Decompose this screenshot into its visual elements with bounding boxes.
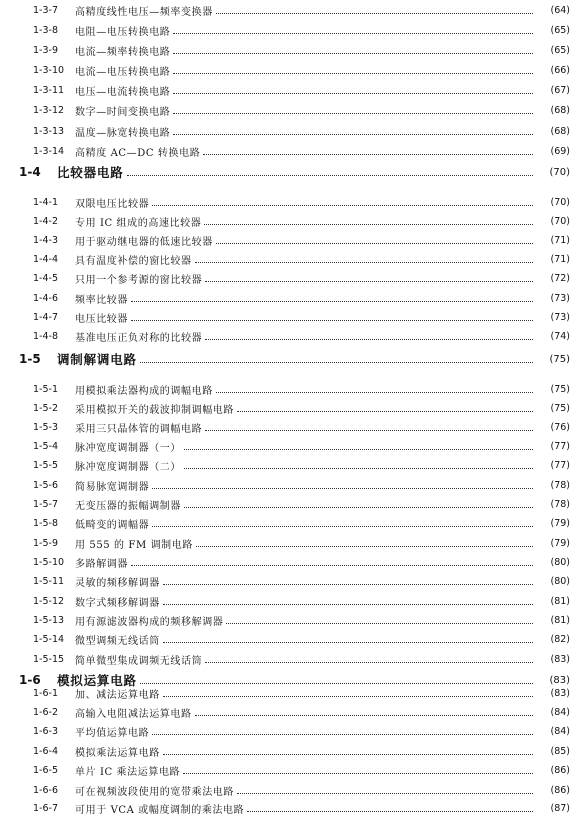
entry-number: 1-4-6 xyxy=(33,292,58,304)
page-number: (78) xyxy=(550,479,570,491)
toc-entry xyxy=(0,1,576,19)
entry-number: 1-4-2 xyxy=(33,215,58,227)
entry-title: 只用一个参考源的窗比较器 xyxy=(75,274,203,286)
toc-entry xyxy=(0,553,576,571)
dot-leader xyxy=(131,564,533,566)
page-number: (77) xyxy=(550,440,570,452)
page-number: (73) xyxy=(550,292,570,304)
page-number: (81) xyxy=(550,614,570,626)
page-number: (86) xyxy=(550,764,570,776)
entry-title: 微型调频无线话筒 xyxy=(75,635,160,647)
toc-entry xyxy=(0,399,576,417)
page-number: (79) xyxy=(550,537,570,549)
page-number: (76) xyxy=(550,421,570,433)
toc-entry xyxy=(0,142,576,160)
page-number: (86) xyxy=(550,784,570,796)
entry-title: 采用模拟开关的载波抑制调幅电路 xyxy=(75,404,234,416)
dot-leader xyxy=(152,733,533,735)
dot-leader xyxy=(203,153,533,155)
dot-leader xyxy=(163,641,533,643)
page-number: (78) xyxy=(550,498,570,510)
toc-entry xyxy=(0,781,576,799)
entry-title: 无变压器的振幅调制器 xyxy=(75,500,181,512)
page-number: (68) xyxy=(550,104,570,116)
dot-leader xyxy=(173,32,533,34)
dot-leader xyxy=(184,448,533,450)
entry-title: 低畸变的调幅器 xyxy=(75,519,150,531)
toc-entry xyxy=(0,122,576,140)
entry-number: 1-5-2 xyxy=(33,402,58,414)
entry-number: 1-4-5 xyxy=(33,272,58,284)
toc-section-heading xyxy=(0,161,576,183)
page-number: (75) xyxy=(549,353,570,365)
entry-title: 电压—电流转换电路 xyxy=(75,86,171,98)
toc-entry xyxy=(0,799,576,817)
page-number: (83) xyxy=(550,687,570,699)
entry-number: 1-5-4 xyxy=(33,440,58,452)
toc-entry xyxy=(0,476,576,494)
entry-number: 1-6-2 xyxy=(33,706,58,718)
entry-title: 数字—时间变换电路 xyxy=(75,106,171,118)
page-number: (84) xyxy=(550,725,570,737)
page-number: (85) xyxy=(550,745,570,757)
entry-number: 1-3-8 xyxy=(33,24,58,36)
toc-entry xyxy=(0,308,576,326)
dot-leader xyxy=(163,583,533,585)
entry-number: 1-4-3 xyxy=(33,234,58,246)
entry-title: 用于驱动继电器的低速比较器 xyxy=(75,236,213,248)
toc-entry xyxy=(0,572,576,590)
entry-title: 数字式频移解调器 xyxy=(75,597,160,609)
page-number: (83) xyxy=(549,674,570,686)
dot-leader xyxy=(204,223,533,225)
entry-title: 频率比较器 xyxy=(75,294,128,306)
entry-title: 采用三只晶体管的调幅电路 xyxy=(75,423,203,435)
dot-leader xyxy=(173,112,533,114)
page-number: (67) xyxy=(550,84,570,96)
toc-entry xyxy=(0,592,576,610)
dot-leader xyxy=(184,467,533,469)
toc-entry xyxy=(0,684,576,702)
dot-leader xyxy=(216,12,533,14)
entry-title: 模拟运算电路 xyxy=(57,673,137,688)
entry-number: 1-3-12 xyxy=(33,104,65,116)
dot-leader xyxy=(163,753,533,755)
entry-number: 1-5-13 xyxy=(33,614,65,626)
page-number: (79) xyxy=(550,517,570,529)
entry-number: 1-4-8 xyxy=(33,330,58,342)
toc-entry xyxy=(0,456,576,474)
entry-title: 电压比较器 xyxy=(75,313,128,325)
entry-title: 专用 IC 组成的高速比较器 xyxy=(75,217,202,229)
entry-title: 多路解调器 xyxy=(75,558,128,570)
dot-leader xyxy=(205,280,533,282)
entry-number: 1-5-14 xyxy=(33,633,65,645)
toc-entry xyxy=(0,650,576,668)
entry-number: 1-3-11 xyxy=(33,84,65,96)
entry-title: 简单微型集成调频无线话筒 xyxy=(75,655,203,667)
entry-number: 1-6-7 xyxy=(33,802,58,814)
toc-entry xyxy=(0,250,576,268)
page-number: (70) xyxy=(550,196,570,208)
entry-number: 1-6-1 xyxy=(33,687,58,699)
page-number: (73) xyxy=(550,311,570,323)
entry-title: 用模拟乘法器构成的调幅电路 xyxy=(75,385,213,397)
entry-number: 1-4-4 xyxy=(33,253,58,265)
toc-entry xyxy=(0,327,576,345)
entry-number: 1-5-1 xyxy=(33,383,58,395)
dot-leader xyxy=(131,300,533,302)
dot-leader xyxy=(173,92,533,94)
entry-title: 电流—电压转换电路 xyxy=(75,66,171,78)
dot-leader xyxy=(205,429,533,431)
entry-title: 单片 IC 乘法运算电路 xyxy=(75,766,181,778)
dot-leader xyxy=(237,410,533,412)
dot-leader xyxy=(152,525,533,527)
dot-leader xyxy=(173,52,533,54)
entry-title: 调制解调电路 xyxy=(57,352,137,367)
entry-number: 1-5-6 xyxy=(33,479,58,491)
entry-title: 模拟乘法运算电路 xyxy=(75,747,160,759)
dot-leader xyxy=(173,72,533,74)
dot-leader xyxy=(173,133,533,135)
entry-number: 1-6-4 xyxy=(33,745,58,757)
page-number: (80) xyxy=(550,575,570,587)
dot-leader xyxy=(163,603,533,605)
toc-entry xyxy=(0,212,576,230)
toc-entry xyxy=(0,269,576,287)
entry-number: 1-5-5 xyxy=(33,459,58,471)
entry-number: 1-5 xyxy=(19,352,41,366)
dot-leader xyxy=(196,545,533,547)
page-number: (81) xyxy=(550,595,570,607)
entry-title: 加、减法运算电路 xyxy=(75,689,160,701)
dot-leader xyxy=(183,772,533,774)
toc-entry xyxy=(0,761,576,779)
dot-leader xyxy=(216,242,533,244)
dot-leader xyxy=(152,204,533,206)
page-number: (75) xyxy=(550,383,570,395)
entry-title: 电阻—电压转换电路 xyxy=(75,26,171,38)
dot-leader xyxy=(195,261,533,263)
toc-entry xyxy=(0,437,576,455)
dot-leader xyxy=(247,810,533,812)
entry-title: 简易脉宽调制器 xyxy=(75,481,150,493)
page-number: (82) xyxy=(550,633,570,645)
dot-leader xyxy=(237,792,533,794)
entry-number: 1-6-6 xyxy=(33,784,58,796)
entry-number: 1-6-3 xyxy=(33,725,58,737)
entry-title: 比较器电路 xyxy=(57,165,124,180)
entry-number: 1-4 xyxy=(19,165,41,179)
entry-title: 双限电压比较器 xyxy=(75,198,150,210)
entry-title: 可在视频波段使用的宽带乘法电路 xyxy=(75,786,234,798)
dot-leader xyxy=(226,622,533,624)
page-number: (71) xyxy=(550,253,570,265)
dot-leader xyxy=(205,661,533,663)
page-number: (72) xyxy=(550,272,570,284)
page-number: (65) xyxy=(550,44,570,56)
entry-title: 脉冲宽度调制器（一） xyxy=(75,442,181,454)
toc-section-heading xyxy=(0,348,576,370)
entry-number: 1-5-7 xyxy=(33,498,58,510)
entry-title: 温度—脉宽转换电路 xyxy=(75,127,171,139)
entry-title: 高输入电阻减法运算电路 xyxy=(75,708,192,720)
toc-entry xyxy=(0,534,576,552)
toc-entry xyxy=(0,742,576,760)
entry-title: 高精度线性电压—频率变换器 xyxy=(75,6,213,18)
page-number: (84) xyxy=(550,706,570,718)
page-number: (66) xyxy=(550,64,570,76)
page-number: (71) xyxy=(550,234,570,246)
toc-entry xyxy=(0,722,576,740)
page-number: (69) xyxy=(550,145,570,157)
toc-entry xyxy=(0,193,576,211)
page-number: (83) xyxy=(550,653,570,665)
entry-number: 1-5-3 xyxy=(33,421,58,433)
page-number: (70) xyxy=(549,166,570,178)
toc-entry xyxy=(0,61,576,79)
dot-leader xyxy=(131,319,533,321)
page-number: (68) xyxy=(550,125,570,137)
entry-number: 1-3-9 xyxy=(33,44,58,56)
toc-entry xyxy=(0,495,576,513)
toc-entry xyxy=(0,41,576,59)
dot-leader xyxy=(152,487,533,489)
entry-title: 用有源滤波器构成的频移解调器 xyxy=(75,616,224,628)
toc-entry xyxy=(0,289,576,307)
entry-number: 1-6 xyxy=(19,673,41,687)
dot-leader xyxy=(195,714,533,716)
page-number: (70) xyxy=(550,215,570,227)
toc-entry xyxy=(0,703,576,721)
toc-entry xyxy=(0,101,576,119)
dot-leader xyxy=(140,361,533,363)
dot-leader xyxy=(205,338,533,340)
entry-number: 1-5-12 xyxy=(33,595,65,607)
page-number: (80) xyxy=(550,556,570,568)
entry-number: 1-5-8 xyxy=(33,517,58,529)
page-number: (87) xyxy=(550,802,570,814)
entry-title: 用 555 的 FM 调制电路 xyxy=(75,539,193,551)
entry-title: 电流—频率转换电路 xyxy=(75,46,171,58)
entry-number: 1-4-7 xyxy=(33,311,58,323)
entry-number: 1-5-11 xyxy=(33,575,65,587)
toc-entry xyxy=(0,380,576,398)
page-number: (77) xyxy=(550,459,570,471)
toc-entry xyxy=(0,611,576,629)
toc-entry xyxy=(0,81,576,99)
entry-number: 1-3-14 xyxy=(33,145,65,157)
entry-title: 可用于 VCA 或幅度调制的乘法电路 xyxy=(75,804,245,816)
page-number: (75) xyxy=(550,402,570,414)
toc-entry xyxy=(0,21,576,39)
entry-title: 平均值运算电路 xyxy=(75,727,150,739)
entry-number: 1-6-5 xyxy=(33,764,58,776)
toc-entry xyxy=(0,231,576,249)
dot-leader xyxy=(184,506,533,508)
page-number: (64) xyxy=(550,4,570,16)
entry-number: 1-5-10 xyxy=(33,556,65,568)
entry-title: 灵敏的频移解调器 xyxy=(75,577,160,589)
entry-number: 1-4-1 xyxy=(33,196,58,208)
toc-entry xyxy=(0,514,576,532)
entry-number: 1-5-9 xyxy=(33,537,58,549)
dot-leader xyxy=(163,695,533,697)
dot-leader xyxy=(127,174,533,176)
entry-title: 脉冲宽度调制器（二） xyxy=(75,461,181,473)
entry-title: 具有温度补偿的窗比较器 xyxy=(75,255,192,267)
toc-entry xyxy=(0,630,576,648)
entry-number: 1-3-13 xyxy=(33,125,65,137)
entry-number: 1-3-10 xyxy=(33,64,65,76)
page-number: (65) xyxy=(550,24,570,36)
entry-title: 基准电压正负对称的比较器 xyxy=(75,332,203,344)
toc-entry xyxy=(0,418,576,436)
page-number: (74) xyxy=(550,330,570,342)
dot-leader xyxy=(216,391,533,393)
entry-number: 1-3-7 xyxy=(33,4,58,16)
entry-title: 高精度 AC—DC 转换电路 xyxy=(75,147,201,159)
entry-number: 1-5-15 xyxy=(33,653,65,665)
